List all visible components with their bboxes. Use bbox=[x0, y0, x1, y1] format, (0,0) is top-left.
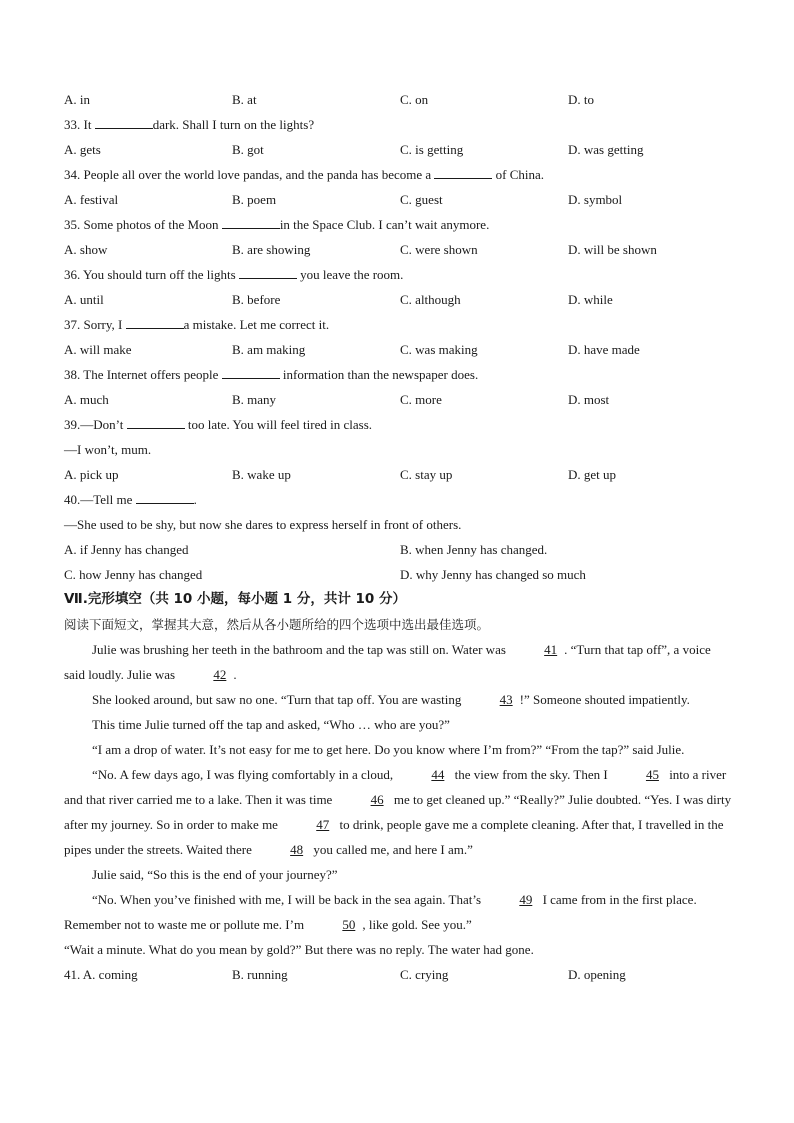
q39-stem: 39.—Don’t too late. You will feel tired in class. bbox=[64, 412, 734, 437]
option[interactable]: D. was getting bbox=[568, 142, 644, 157]
option[interactable]: D. opening bbox=[568, 967, 626, 982]
q40-reply: —She used to be shy, but now she dares to express herself in front of others. bbox=[64, 517, 462, 532]
q37-stem: 37. Sorry, I a mistake. Let me correct it. bbox=[64, 312, 734, 337]
passage-paragraph: She looked around, but saw no one. “Turn that tap off. You are wasting 43 !” Someone shouted impatiently. bbox=[64, 687, 734, 712]
cloze-blank-47[interactable]: 47 bbox=[316, 817, 330, 832]
cloze-blank-46[interactable]: 46 bbox=[370, 792, 384, 807]
option[interactable]: A. pick up bbox=[64, 467, 119, 482]
section-title: Ⅶ.完形填空（共 10 小题，每小题 1 分，共计 10 分） bbox=[64, 591, 407, 607]
option[interactable]: C. is getting bbox=[400, 142, 464, 157]
answer-blank[interactable] bbox=[239, 263, 297, 279]
q41-options bbox=[64, 962, 734, 987]
passage-paragraph: This time Julie turned off the tap and asked, “Who … who are you?” bbox=[92, 717, 450, 732]
cloze-blank-45[interactable]: 45 bbox=[645, 767, 659, 782]
q34-options bbox=[64, 187, 734, 212]
q34-stem: 34. People all over the world love pandas, and the panda has become a of China. bbox=[64, 162, 734, 187]
option[interactable]: C. stay up bbox=[400, 467, 453, 482]
q35-stem: 35. Some photos of the Moon in the Space Club. I can’t wait anymore. bbox=[64, 212, 734, 237]
option[interactable]: B. am making bbox=[232, 342, 306, 357]
passage-paragraph: “No. A few days ago, I was flying comfortably in a cloud, 44 the view from the sky. Then I 45 into a river and that river carried me to a lake. Then it was time 46 me to get cleaned up.” “Really?” Julie doubted. “Yes. I was dirty after my journey. So in order to make me 47 to drink, people gave me a complete cleaning. After that, I travelled in the pipes under the streets. Waited there 48 you called me, and here I am.” bbox=[64, 762, 734, 862]
cloze-blank-50[interactable]: 50 bbox=[342, 917, 356, 932]
q40-options-row1 bbox=[64, 537, 734, 562]
option[interactable]: B. got bbox=[232, 142, 264, 157]
option[interactable]: A. show bbox=[64, 242, 108, 257]
option[interactable]: B. at bbox=[232, 92, 257, 107]
passage-paragraph: Julie said, “So this is the end of your journey?” bbox=[92, 867, 338, 882]
option[interactable]: C. more bbox=[400, 392, 442, 407]
option[interactable]: C. crying bbox=[400, 967, 449, 982]
cloze-blank-41[interactable]: 41 bbox=[544, 642, 558, 657]
option[interactable]: B. wake up bbox=[232, 467, 291, 482]
q33-options bbox=[64, 137, 734, 162]
q35-options bbox=[64, 237, 734, 262]
q32-options bbox=[64, 87, 734, 112]
section-instruction: 阅读下面短文，掌握其大意，然后从各小题所给的四个选项中选出最佳选项。 bbox=[64, 617, 490, 632]
option[interactable]: C. was making bbox=[400, 342, 478, 357]
option[interactable]: A. until bbox=[64, 292, 104, 307]
q40-options-row2 bbox=[64, 562, 734, 587]
answer-blank[interactable] bbox=[222, 213, 280, 229]
q38-stem: 38. The Internet offers people information than the newspaper does. bbox=[64, 362, 734, 387]
q37-options bbox=[64, 337, 734, 362]
cloze-blank-43[interactable]: 43 bbox=[499, 692, 513, 707]
cloze-blank-42[interactable]: 42 bbox=[213, 667, 227, 682]
option[interactable]: A. festival bbox=[64, 192, 119, 207]
answer-blank[interactable] bbox=[136, 488, 194, 504]
option[interactable]: B. poem bbox=[232, 192, 277, 207]
option[interactable]: D. most bbox=[568, 392, 610, 407]
option[interactable]: D. why Jenny has changed so much bbox=[400, 567, 586, 582]
exam-page bbox=[64, 87, 734, 987]
option[interactable]: D. will be shown bbox=[568, 242, 657, 257]
passage-paragraph: Julie was brushing her teeth in the bathroom and the tap was still on. Water was 41 . “Turn that tap off”, a voice said loudly. Julie was 42 . bbox=[64, 637, 734, 687]
cloze-blank-48[interactable]: 48 bbox=[290, 842, 304, 857]
option[interactable]: D. get up bbox=[568, 467, 617, 482]
option[interactable]: C. guest bbox=[400, 192, 443, 207]
option[interactable]: A. in bbox=[64, 92, 90, 107]
option[interactable]: 41. A. coming bbox=[64, 967, 138, 982]
option[interactable]: D. to bbox=[568, 92, 594, 107]
answer-blank[interactable] bbox=[126, 313, 184, 329]
option[interactable]: C. on bbox=[400, 92, 429, 107]
answer-blank[interactable] bbox=[95, 113, 153, 129]
q36-stem: 36. You should turn off the lights you leave the room. bbox=[64, 262, 734, 287]
q33-stem: 33. It dark. Shall I turn on the lights? bbox=[64, 112, 734, 137]
option[interactable]: B. many bbox=[232, 392, 277, 407]
q39-options bbox=[64, 462, 734, 487]
option[interactable]: B. are showing bbox=[232, 242, 311, 257]
passage-paragraph: “Wait a minute. What do you mean by gold?” But there was no reply. The water had gone. bbox=[64, 942, 534, 957]
option[interactable]: B. running bbox=[232, 967, 288, 982]
answer-blank[interactable] bbox=[222, 363, 280, 379]
option[interactable]: D. have made bbox=[568, 342, 640, 357]
option[interactable]: A. gets bbox=[64, 142, 101, 157]
option[interactable]: C. although bbox=[400, 292, 461, 307]
option[interactable]: A. much bbox=[64, 392, 109, 407]
option[interactable]: D. while bbox=[568, 292, 613, 307]
answer-blank[interactable] bbox=[434, 163, 492, 179]
q36-options bbox=[64, 287, 734, 312]
option[interactable]: D. symbol bbox=[568, 192, 623, 207]
answer-blank[interactable] bbox=[127, 413, 185, 429]
option[interactable]: A. will make bbox=[64, 342, 132, 357]
cloze-blank-44[interactable]: 44 bbox=[431, 767, 445, 782]
option[interactable]: A. if Jenny has changed bbox=[64, 542, 189, 557]
option[interactable]: C. were shown bbox=[400, 242, 478, 257]
option[interactable]: B. before bbox=[232, 292, 281, 307]
option[interactable]: B. when Jenny has changed. bbox=[400, 542, 548, 557]
q39-reply: —I won’t, mum. bbox=[64, 442, 152, 457]
q38-options bbox=[64, 387, 734, 412]
option[interactable]: C. how Jenny has changed bbox=[64, 567, 203, 582]
passage-paragraph: “I am a drop of water. It’s not easy for me to get here. Do you know where I’m from?” “From the tap?” said Julie. bbox=[92, 742, 685, 757]
q40-stem: 40.—Tell me . bbox=[64, 487, 734, 512]
passage-paragraph: “No. When you’ve finished with me, I will be back in the sea again. That’s 49 I came from in the first place. Remember not to waste me or pollute me. I’m 50 , like gold. See you.” bbox=[64, 887, 734, 937]
cloze-blank-49[interactable]: 49 bbox=[519, 892, 533, 907]
